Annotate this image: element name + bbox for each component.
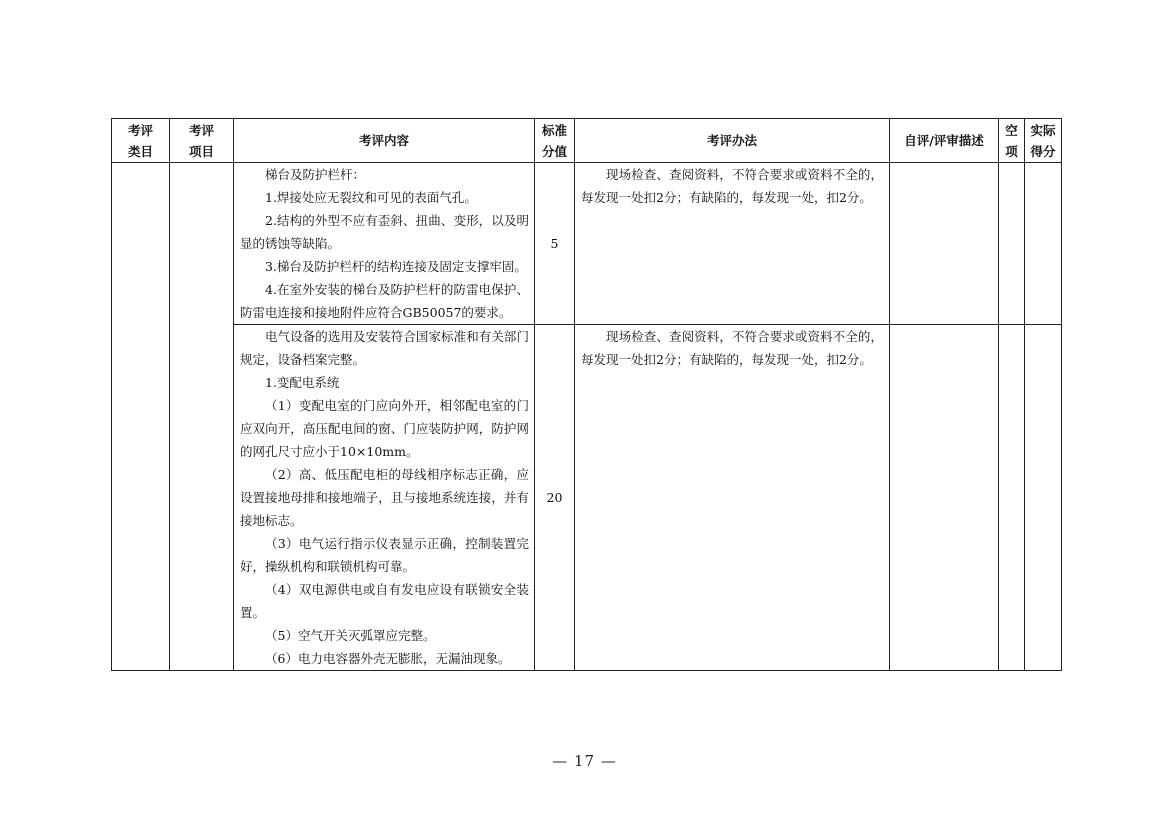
header-row — [112, 119, 1062, 163]
content-paragraph: （6）电力电容器外壳无膨胀，无漏油现象。 — [265, 651, 511, 666]
method-cell — [575, 325, 890, 671]
method-text: 现场检查、查阅资料，不符合要求或资料不全的，每发现一处扣2分；有缺陷的，每发现一处，扣2分。 — [581, 167, 883, 205]
header-score: 标准 分值 — [535, 119, 575, 163]
table-row — [112, 325, 1062, 671]
evaluation-table — [111, 118, 1062, 671]
actual-score-cell — [1025, 163, 1062, 325]
score-cell: 5 — [535, 163, 575, 325]
content-paragraph: 2.结构的外型不应有歪斜、扭曲、变形，以及明显的锈蚀等缺陷。 — [240, 213, 529, 251]
item-cell — [170, 163, 234, 671]
content-paragraph: 4.在室外安装的梯台及防护栏杆的防雷电保护、防雷电连接和接地附件应符合GB50057的要求。 — [240, 282, 529, 320]
review-cell — [890, 325, 999, 671]
header-actual: 实际 得分 — [1025, 119, 1062, 163]
review-cell — [890, 163, 999, 325]
content-cell — [234, 325, 535, 671]
blank-cell — [999, 163, 1025, 325]
header-review: 自评/评审描述 — [890, 119, 999, 163]
table-row — [112, 163, 1062, 325]
actual-score-cell — [1025, 325, 1062, 671]
content-paragraph: （2）高、低压配电柜的母线相序标志正确，应设置接地母排和接地端子，且与接地系统连接，并有接地标志。 — [240, 467, 529, 528]
header-category: 考评 类目 — [112, 119, 170, 163]
score-cell: 20 — [535, 325, 575, 671]
header-method: 考评办法 — [575, 119, 890, 163]
content-paragraph: （5）空气开关灭弧罩应完整。 — [265, 628, 436, 643]
method-cell — [575, 163, 890, 325]
content-subheading: 1.变配电系统 — [265, 375, 340, 390]
header-item: 考评 项目 — [170, 119, 234, 163]
content-cell — [234, 163, 535, 325]
content-paragraph: （4）双电源供电或自有发电应设有联锁安全装置。 — [240, 582, 529, 620]
header-blank: 空 项 — [999, 119, 1025, 163]
page-number: — 17 — — [552, 752, 617, 770]
category-cell — [112, 163, 170, 671]
blank-cell — [999, 325, 1025, 671]
content-intro: 电气设备的选用及安装符合国家标准和有关部门规定，设备档案完整。 — [240, 329, 529, 367]
method-text: 现场检查、查阅资料，不符合要求或资料不全的，每发现一处扣2分；有缺陷的，每发现一处，扣2分。 — [581, 329, 883, 367]
content-title: 梯台及防护栏杆： — [265, 167, 366, 182]
content-paragraph: （3）电气运行指示仪表显示正确，控制装置完好，操纵机构和联锁机构可靠。 — [240, 536, 529, 574]
content-paragraph: 3.梯台及防护栏杆的结构连接及固定支撑牢固。 — [265, 259, 527, 274]
content-paragraph: 1.焊接处应无裂纹和可见的表面气孔。 — [265, 190, 477, 205]
content-paragraph: （1）变配电室的门应向外开，相邻配电室的门应双向开，高压配电间的窗、门应装防护网，防护网的网孔尺寸应小于10×10mm。 — [240, 398, 529, 459]
header-content: 考评内容 — [234, 119, 535, 163]
